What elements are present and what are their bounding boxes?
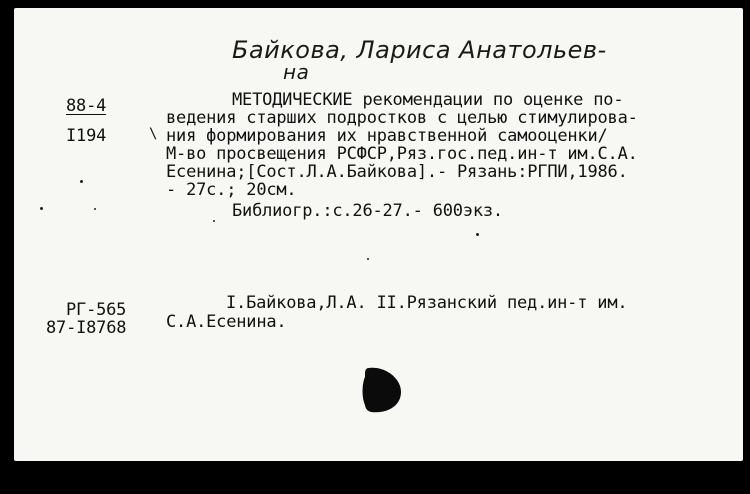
call-number-top: 88-4 — [66, 96, 107, 116]
description-line-3: ния формирования их нравственной самооценки/ — [166, 126, 608, 146]
description-line-6: - 27с.; 20см. — [166, 180, 297, 200]
tracing-line-2: С.А.Есенина. — [166, 312, 287, 332]
description-line-2: ведения старших подростков с целью стимулирова- — [166, 108, 638, 128]
bottom-edge — [0, 461, 750, 494]
description-line-5: Есенина;[Сост.Л.А.Байкова].- Рязань:РГПИ,1986. — [166, 162, 628, 182]
handwritten-author-continuation: на — [283, 60, 310, 84]
speck — [80, 180, 83, 183]
speck — [213, 220, 215, 222]
margin-mark: \ — [149, 126, 158, 142]
inventory-top: РГ-565 — [66, 300, 127, 320]
speck — [476, 233, 479, 236]
speck — [94, 208, 96, 210]
inventory-bottom: 87-I8768 — [46, 318, 127, 338]
handwritten-author: Байкова, Лариса Анатольев- — [232, 36, 607, 64]
description-line-4: М-во просвещения РСФСР,Ряз.гос.пед.ин-т им.С.А. — [166, 144, 638, 164]
punched-hole — [357, 364, 403, 416]
call-number-bottom: I194 — [66, 126, 107, 146]
tracing-line-1: I.Байкова,Л.А. II.Рязанский пед.ин-т им. — [226, 293, 628, 313]
speck — [40, 207, 43, 210]
description-line-1: МЕТОДИЧЕСКИЕ рекомендации по оценке по- — [232, 90, 624, 110]
description-line-7: Библиогр.:с.26-27.- 600экз. — [232, 201, 503, 221]
left-edge — [0, 0, 14, 494]
speck — [367, 258, 369, 260]
